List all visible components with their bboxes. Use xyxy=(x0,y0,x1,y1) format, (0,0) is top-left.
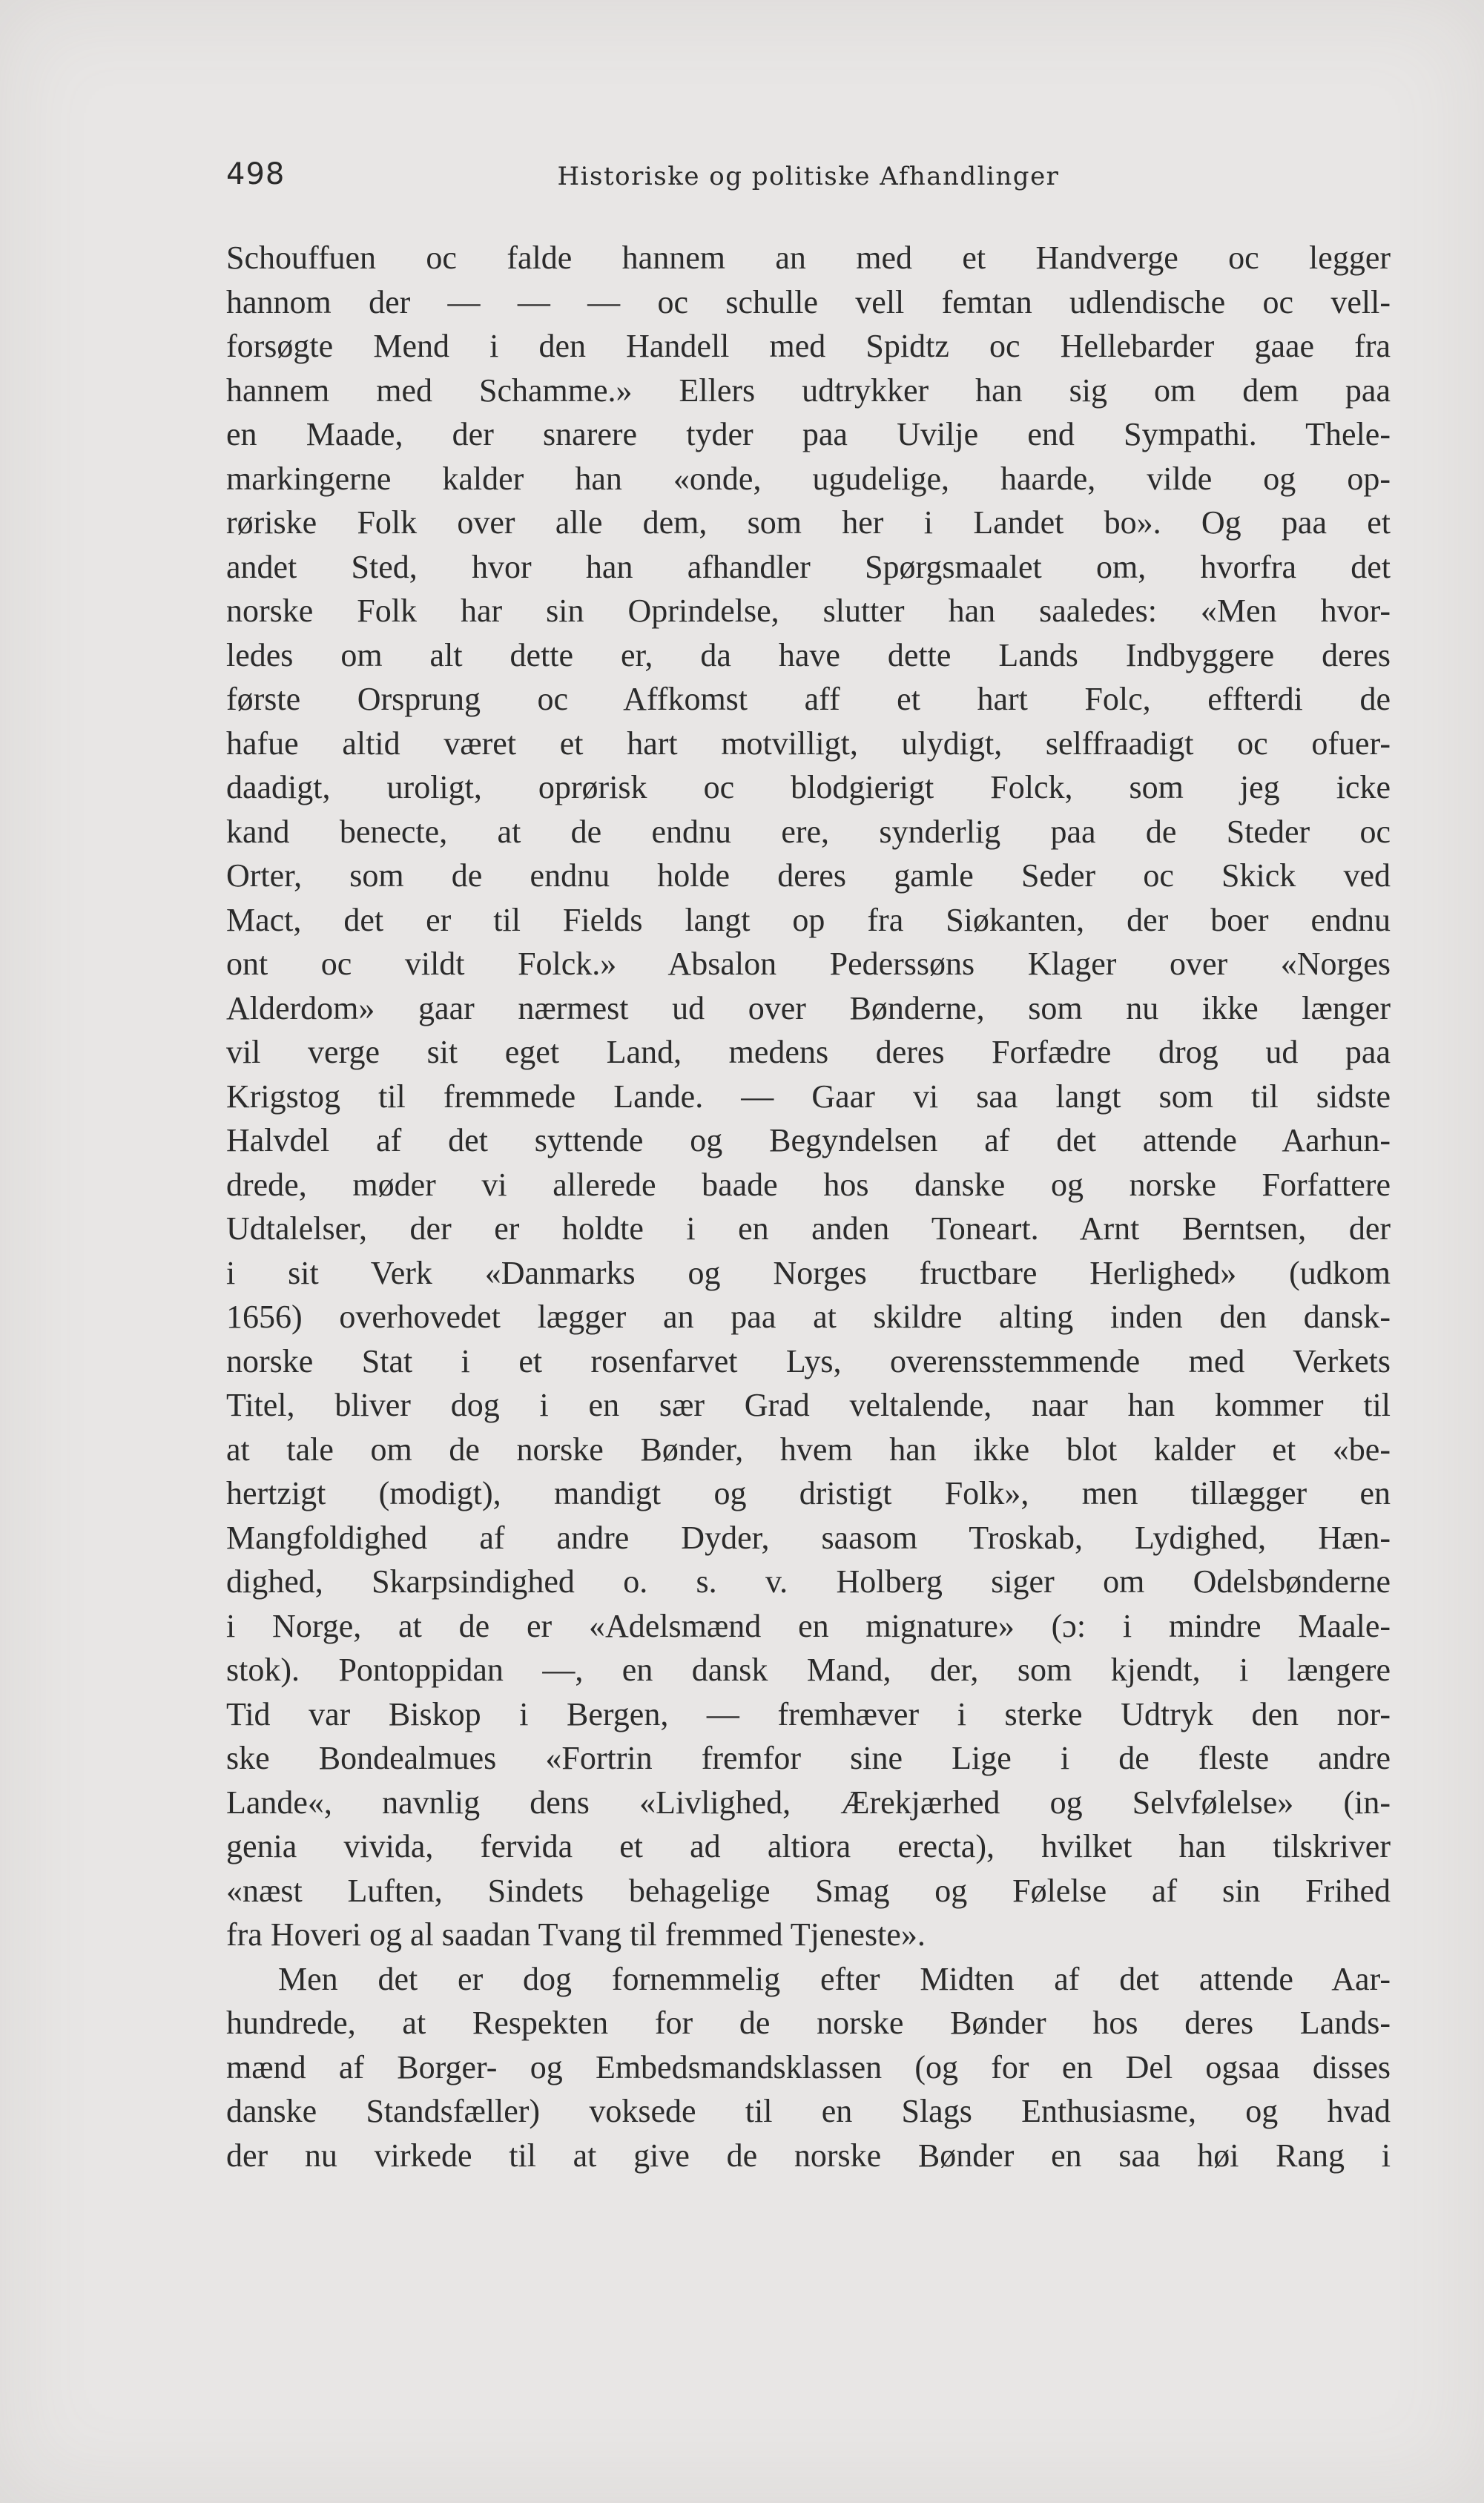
text-line: ske Bondealmues «Fortrin fremfor sine Lige i de fleste andre xyxy=(226,1740,1391,1776)
text-line: andet Sted, hvor han afhandler Spørgsmaalet om, hvorfra det xyxy=(226,548,1391,585)
text-line: en Maade, der snarere tyder paa Uvilje end Sympathi. Thele- xyxy=(226,416,1391,452)
text-line: i Norge, at de er «Adelsmænd en mignature» (ɔ: i mindre Maale- xyxy=(226,1607,1391,1644)
text-line: der nu virkede til at give de norske Bønder en saa høi Rang i xyxy=(226,2137,1391,2174)
text-line: danske Standsfæller) voksede til en Slags Enthusiasme, og hvad xyxy=(226,2093,1391,2129)
text-line: Mact, det er til Fields langt op fra Siøkanten, der boer endnu xyxy=(226,901,1391,938)
text-line: at tale om de norske Bønder, hvem han ikke blot kalder et «be- xyxy=(226,1431,1391,1468)
running-head: Historiske og politiske Afhandlinger xyxy=(557,162,1060,191)
text-line: forsøgte Mend i den Handell med Spidtz oc Hellebarder gaae fra xyxy=(226,328,1391,364)
text-line: norske Stat i et rosenfarvet Lys, overensstemmende med Verkets xyxy=(226,1342,1391,1379)
text-line: norske Folk har sin Oprindelse, slutter han saaledes: «Men hvor- xyxy=(226,593,1391,629)
text-line: hannom der — — — oc schulle vell femtan udlendische oc vell- xyxy=(226,283,1391,320)
text-line: markingerne kalder han «onde, ugudelige, haarde, vilde og op- xyxy=(226,460,1391,497)
text-line: røriske Folk over alle dem, som her i Landet bo». Og paa et xyxy=(226,504,1391,541)
text-line: Lande«, navnlig dens «Livlighed, Ærekjærhed og Selvfølelse» (in- xyxy=(226,1784,1391,1821)
text-line: Men det er dog fornemmelig efter Midten af det attende Aar- xyxy=(278,1960,1391,1997)
text-line: hertzigt (modigt), mandigt og dristigt Folk», men tillægger en xyxy=(226,1475,1391,1511)
text-line: Tid var Biskop i Bergen, — fremhæver i sterke Udtryk den nor- xyxy=(226,1695,1391,1732)
text-line: ont oc vildt Folck.» Absalon Pederssøns Klager over «Norges xyxy=(226,946,1391,982)
text-line: Udtalelser, der er holdte i en anden Toneart. Arnt Berntsen, der xyxy=(226,1210,1391,1247)
text-line: stok). Pontoppidan —, en dansk Mand, der, som kjendt, i længere xyxy=(226,1652,1391,1688)
text-line: Mangfoldighed af andre Dyder, saasom Troskab, Lydighed, Hæn- xyxy=(226,1519,1391,1556)
text-line: Krigstog til fremmede Lande. — Gaar vi saa langt som til sidste xyxy=(226,1078,1391,1115)
text-line: Alderdom» gaar nærmest ud over Bønderne, som nu ikke længer xyxy=(226,989,1391,1026)
text-line: i sit Verk «Danmarks og Norges fructbare Herlighed» (udkom xyxy=(226,1254,1391,1291)
text-line: vil verge sit eget Land, medens deres Forfædre drog ud paa xyxy=(226,1034,1391,1070)
text-line: genia vivida, fervida et ad altiora erecta), hvilket han tilskriver xyxy=(226,1828,1391,1864)
text-line: første Orsprung oc Affkomst aff et hart Folc, effterdi de xyxy=(226,681,1391,717)
text-line: drede, møder vi allerede baade hos danske og norske Forfattere xyxy=(226,1166,1391,1203)
text-line: Orter, som de endnu holde deres gamle Seder oc Skick ved xyxy=(226,857,1391,894)
text-line: fra Hoveri og al saadan Tvang til fremmed Tjeneste». xyxy=(226,1916,926,1953)
text-line: hafue altid været et hart motvilligt, ulydigt, selffraadigt oc ofuer- xyxy=(226,725,1391,762)
text-line: «næst Luften, Sindets behagelige Smag og Følelse af sin Frihed xyxy=(226,1872,1391,1909)
text-line: hundrede, at Respekten for de norske Bønder hos deres Lands- xyxy=(226,2005,1391,2041)
text-line: ledes om alt dette er, da have dette Lands Indbyggere deres xyxy=(226,636,1391,673)
text-line: Titel, bliver dog i en sær Grad veltalende, naar han kommer til xyxy=(226,1387,1391,1423)
text-line: Schouffuen oc falde hannem an med et Handverge oc legger xyxy=(226,240,1391,276)
text-line: kand benecte, at de endnu ere, synderlig paa de Steder oc xyxy=(226,813,1391,850)
text-line: dighed, Skarpsindighed o. s. v. Holberg siger om Odelsbønderne xyxy=(226,1563,1391,1600)
page-header xyxy=(226,157,1391,202)
text-line: mænd af Borger- og Embedsmandsklassen (og for en Del ogsaa disses xyxy=(226,2048,1391,2085)
text-line: 1656) overhovedet lægger an paa at skildre alting inden den dansk- xyxy=(226,1299,1391,1335)
body-text xyxy=(226,236,1391,2177)
text-line: hannem med Schamme.» Ellers udtrykker han sig om dem paa xyxy=(226,372,1391,409)
text-line: Halvdel af det syttende og Begyndelsen af det attende Aarhun- xyxy=(226,1122,1391,1158)
text-line: daadigt, uroligt, oprørisk oc blodgierigt Folck, som jeg icke xyxy=(226,769,1391,805)
page-number: 498 xyxy=(226,157,286,191)
